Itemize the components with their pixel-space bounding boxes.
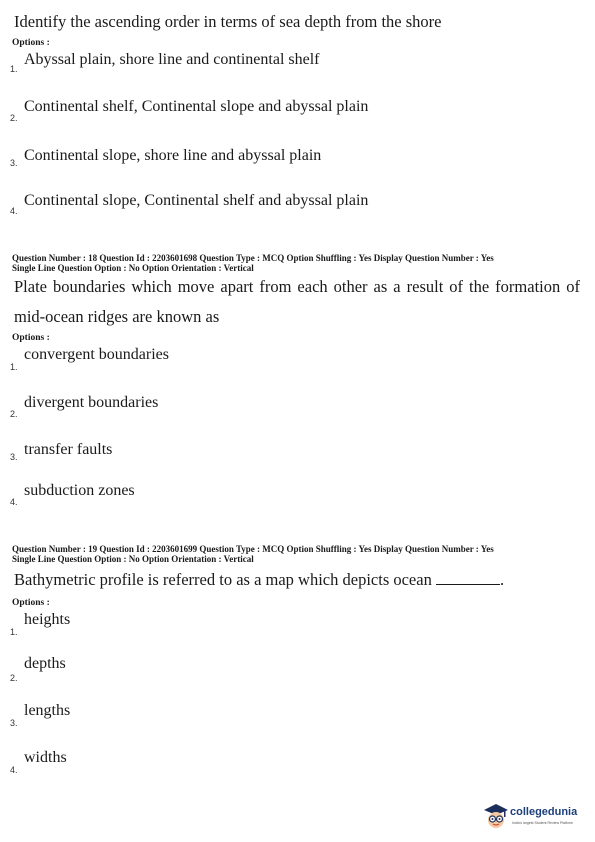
q19-option-1-text: heights xyxy=(24,611,71,628)
question-19-text xyxy=(14,570,504,590)
q18-option-1-number: 1. xyxy=(10,362,18,372)
q17-option-2-number: 2. xyxy=(10,113,18,123)
collegedunia-logo xyxy=(482,800,592,836)
q17-option-3-number: 3. xyxy=(10,158,18,168)
question-19-stem: Bathymetric profile is referred to as a map which depicts ocean xyxy=(14,570,432,589)
q17-option-1-text: Abyssal plain, shore line and continental shelf xyxy=(24,51,320,68)
question-19-period: . xyxy=(499,570,505,589)
q19-option-3-number: 3. xyxy=(10,718,18,728)
q18-meta-line-1: Question Number : 18 Question Id : 2203601698 Question Type : MCQ Option Shuffling : Yes Display Question Number : Yes xyxy=(12,253,494,263)
q18-options-label: Options : xyxy=(12,333,50,343)
q19-option-3-text: lengths xyxy=(24,702,71,719)
q17-option-4-number: 4. xyxy=(10,206,18,216)
q19-option-1-number: 1. xyxy=(10,627,18,637)
question-18-text: Plate boundaries which move apart from each other as a result of the formation of mid-ocean ridges are known as xyxy=(14,277,580,326)
answer-blank xyxy=(436,570,500,585)
q17-options-label: Options : xyxy=(12,38,50,48)
q18-option-2-text: divergent boundaries xyxy=(24,394,159,411)
q17-option-2-text: Continental shelf, Continental slope and abyssal plain xyxy=(24,98,369,115)
q17-option-1-number: 1. xyxy=(10,64,18,74)
mascot-icon xyxy=(482,802,510,832)
q19-option-2-text: depths xyxy=(24,655,66,672)
q18-option-2-number: 2. xyxy=(10,409,18,419)
q19-option-4-text: widths xyxy=(24,749,67,766)
q18-option-4-text: subduction zones xyxy=(24,482,135,499)
q19-option-2-number: 2. xyxy=(10,673,18,683)
q18-meta-line-2: Single Line Question Option : No Option Orientation : Vertical xyxy=(12,263,254,273)
q18-option-3-text: transfer faults xyxy=(24,441,113,458)
q17-option-3-text: Continental slope, shore line and abyssal plain xyxy=(24,147,322,164)
q17-option-4-text: Continental slope, Continental shelf and abyssal plain xyxy=(24,192,369,209)
q18-option-3-number: 3. xyxy=(10,452,18,462)
question-17-text: Identify the ascending order in terms of sea depth from the shore xyxy=(14,12,442,31)
q19-options-label: Options : xyxy=(12,598,50,608)
q19-meta-line-2: Single Line Question Option : No Option Orientation : Vertical xyxy=(12,554,254,564)
q18-option-1-text: convergent boundaries xyxy=(24,346,169,363)
logo-wordmark: collegedunia xyxy=(510,806,578,818)
q18-option-4-number: 4. xyxy=(10,497,18,507)
logo-tagline: India's largest Student Review Platform xyxy=(512,821,573,825)
q19-option-4-number: 4. xyxy=(10,765,18,775)
q19-meta-line-1: Question Number : 19 Question Id : 2203601699 Question Type : MCQ Option Shuffling : Yes Display Question Number : Yes xyxy=(12,544,494,554)
